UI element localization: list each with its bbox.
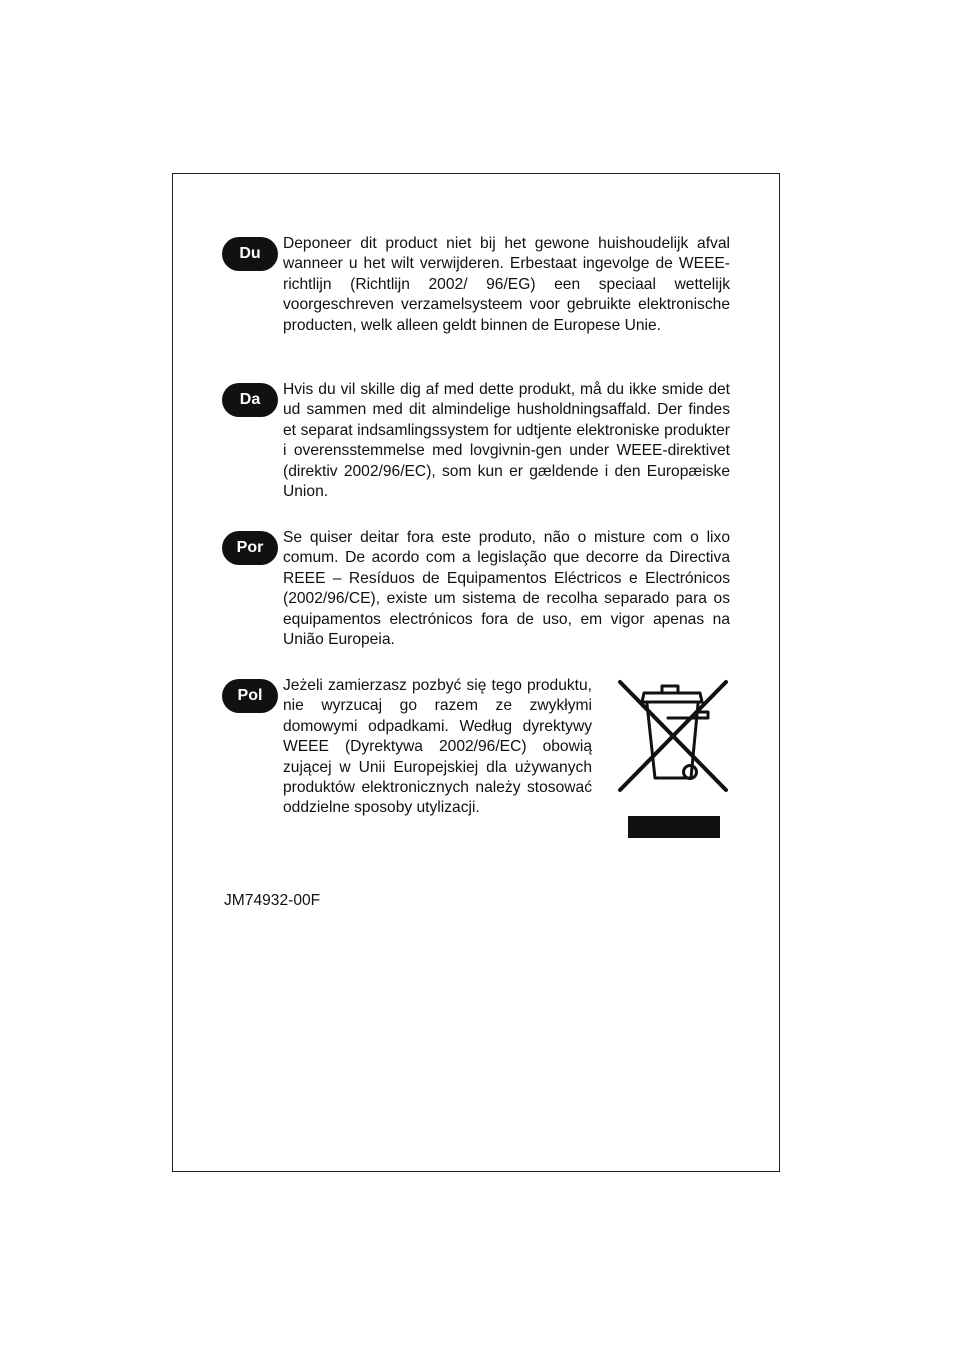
crossed-out-wheelie-bin-icon: [616, 678, 732, 842]
paragraph-polish: Jeżeli zamierzasz pozbyć się tego produktu, nie wyrzucaj go razem ze zwykłymi domowymi odpadkami. Według dyrektywy WEEE (Dyrektywa 2002/96/EC) obowią zującej w Unii Europejskiej dla używanych produktów elektronicznych należy stosować oddzielne sposoby utylizacji.: [283, 677, 592, 817]
language-badge-du: Du: [222, 237, 278, 271]
language-badge-pol: Pol: [222, 679, 278, 713]
paragraph-danish: Hvis du vil skille dig af med dette produkt, må du ikke smide det ud sammen med dit almindelige husholdningsaffald. Der findes et separat indsamlingssystem for udtjente elektroniske produkter i overensstemmelse med lovgivnin-gen under WEEE-direktivet (direktiv 2002/96/EC), som kun er gældende i den Europæiske Union.: [283, 381, 730, 501]
paragraph-portuguese: Se quiser deitar fora este produto, não o misture com o lixo comum. De acordo com a legislação que decorre da Directiva REEE – Resíduos de Equipamentos Eléctricos e Electrónicos (2002/96/CE), existe um sistema de recolha separado para os equipamentos electrónicos fora de uso, em vigor apenas na União Europeia.: [283, 529, 730, 649]
language-badge-por: Por: [222, 531, 278, 565]
language-badge-da: Da: [222, 383, 278, 417]
paragraph-dutch: Deponeer dit product niet bij het gewone huishoudelijk afval wanneer u het wilt verwijderen. Erbestaat ingevolge de WEEE-richtlijn (Richtlijn 2002/ 96/EG) een speciaal wettelijk voorgeschreven verzamelsysteem voor gebruikte elektronische producten, welk alleen geldt binnen de Europese Unie.: [283, 235, 730, 334]
document-code: JM74932-00F: [224, 892, 321, 909]
